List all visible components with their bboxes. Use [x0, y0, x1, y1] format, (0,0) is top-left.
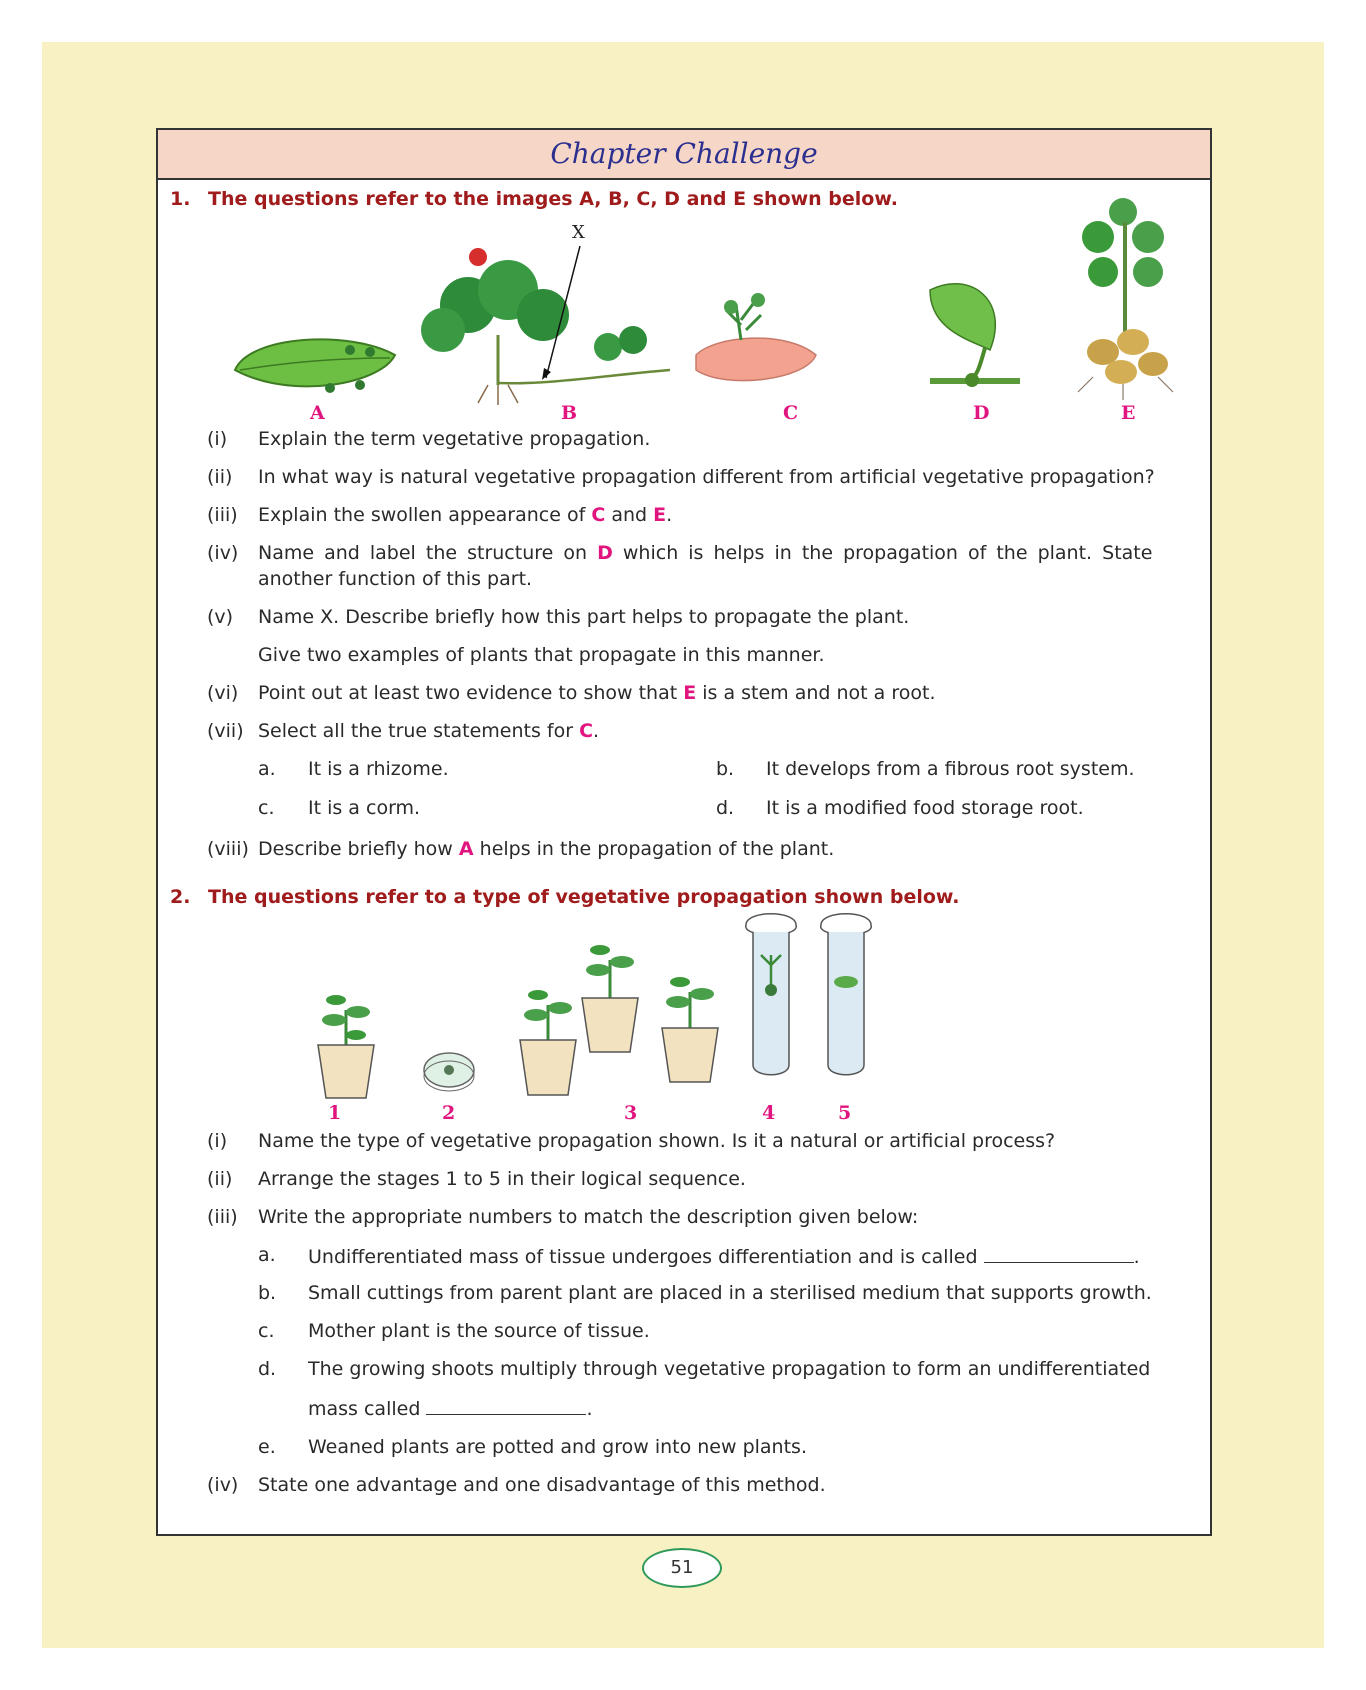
figure-2-petri-dish [422, 1050, 476, 1094]
part-text: State one advantage and one disadvantage of this method. [258, 1474, 826, 1496]
answer-blank[interactable] [984, 1244, 1134, 1263]
sub-letter: e. [258, 1436, 276, 1458]
figure-label-4: 4 [762, 1102, 776, 1124]
figure-c-swollen-root [686, 285, 826, 395]
text: is a stem and not a root. [696, 682, 936, 704]
highlight-e: E [683, 682, 697, 704]
sub-letter: b. [258, 1282, 277, 1304]
part-text [258, 504, 672, 526]
question-2-heading [170, 886, 959, 908]
text: . [593, 720, 600, 742]
sub-text: Weaned plants are potted and grow into new plants. [308, 1436, 807, 1458]
chapter-challenge-box [156, 128, 1212, 1536]
answer-blank[interactable] [426, 1396, 586, 1415]
text: which is helps in the propagation of the plant. State [612, 542, 1153, 564]
figure-3-potted-plants [518, 920, 728, 1100]
figure-a-leaf-plantlets [230, 330, 400, 400]
part-text: Arrange the stages 1 to 5 in their logical sequence. [258, 1168, 746, 1190]
highlight-c: C [579, 720, 594, 742]
text: Select all the true statements for [258, 720, 580, 742]
question-1-text: The questions refer to the images A, B, C, D and E shown below. [208, 188, 898, 210]
figure-1-mother-plant [316, 990, 376, 1100]
figure-5-test-tube-callus [816, 910, 876, 1080]
part-text: Name the type of vegetative propagation shown. Is it a natural or artificial process? [258, 1130, 1056, 1152]
figure-label-b: B [561, 402, 578, 424]
text: Point out at least two evidence to show that [258, 682, 684, 704]
text: Explain the swollen appearance of [258, 504, 592, 526]
text: and [605, 504, 654, 526]
question-2-number: 2. [170, 886, 191, 908]
part-text: Write the appropriate numbers to match the description given below: [258, 1206, 919, 1228]
part-number: (iii) [207, 1206, 238, 1228]
figure-label-2: 2 [442, 1102, 456, 1124]
part-number: (viii) [207, 838, 249, 860]
part-number: (i) [207, 1130, 228, 1152]
sub-letter: c. [258, 1320, 275, 1342]
option-text: It is a corm. [308, 797, 421, 819]
part-text: In what way is natural vegetative propagation different from artificial vegetative propagation? [258, 466, 1155, 488]
part-number: (iv) [207, 1474, 239, 1496]
option-text: It develops from a fibrous root system. [766, 758, 1135, 780]
figure-4-test-tube-plantlets [741, 910, 801, 1080]
figure-label-c: C [783, 402, 799, 424]
sub-text [308, 1396, 592, 1420]
part-number: (iv) [207, 542, 239, 564]
chapter-title: Chapter Challenge [550, 137, 818, 170]
x-label: X [572, 222, 585, 243]
highlight-e: E [653, 504, 667, 526]
text: . [1133, 1246, 1140, 1268]
text: Undifferentiated mass of tissue undergoes differentiation and is called [308, 1246, 978, 1268]
question-1-number: 1. [170, 188, 191, 210]
option-letter: a. [258, 758, 276, 780]
part-number: (vi) [207, 682, 239, 704]
figure-label-d: D [973, 402, 990, 424]
figure-label-5: 5 [838, 1102, 852, 1124]
part-text [258, 720, 599, 742]
figure-label-a: A [310, 402, 325, 424]
question-1-heading [170, 188, 898, 210]
option-letter: b. [716, 758, 735, 780]
text: Describe briefly how [258, 838, 459, 860]
question-2-text: The questions refer to a type of vegetative propagation shown below. [208, 886, 960, 908]
part-text [258, 542, 1152, 564]
part-number: (vii) [207, 720, 244, 742]
highlight-c: C [591, 504, 606, 526]
text: mass called [308, 1398, 421, 1420]
text: . [586, 1398, 593, 1420]
option-letter: c. [258, 797, 275, 819]
title-bar [158, 130, 1210, 180]
part-text [258, 838, 834, 860]
text: helps in the propagation of the plant. [473, 838, 835, 860]
sub-text [308, 1244, 1140, 1268]
part-number: (iii) [207, 504, 238, 526]
text: Name and label the structure on [258, 542, 598, 564]
figure-label-e: E [1121, 402, 1136, 424]
figure-label-3: 3 [624, 1102, 638, 1124]
figure-d-leaf-with-bud [910, 270, 1030, 395]
page-number: 51 [642, 1548, 722, 1588]
part-text: Name X. Describe briefly how this part helps to propagate the plant. [258, 606, 910, 628]
highlight-d: D [597, 542, 613, 564]
option-text: It is a rhizome. [308, 758, 449, 780]
option-text: It is a modified food storage root. [766, 797, 1084, 819]
highlight-a: A [458, 838, 474, 860]
figure-label-1: 1 [328, 1102, 342, 1124]
part-text: Give two examples of plants that propagate in this manner. [258, 644, 825, 666]
part-number: (ii) [207, 466, 233, 488]
part-number: (ii) [207, 1168, 233, 1190]
part-text: Explain the term vegetative propagation. [258, 428, 651, 450]
figure-e-potato-plant [1063, 192, 1193, 402]
part-text [258, 682, 935, 704]
sub-text: The growing shoots multiply through vegetative propagation to form an undifferentiated [308, 1358, 1151, 1380]
part-number: (v) [207, 606, 234, 628]
sub-letter: a. [258, 1244, 276, 1266]
sub-letter: d. [258, 1358, 277, 1380]
x-pointer-arrow [538, 246, 588, 386]
sub-text: Mother plant is the source of tissue. [308, 1320, 650, 1342]
option-letter: d. [716, 797, 735, 819]
text: . [666, 504, 673, 526]
sub-text: Small cuttings from parent plant are placed in a sterilised medium that supports growth. [308, 1282, 1152, 1304]
part-text: another function of this part. [258, 568, 533, 590]
part-number: (i) [207, 428, 228, 450]
